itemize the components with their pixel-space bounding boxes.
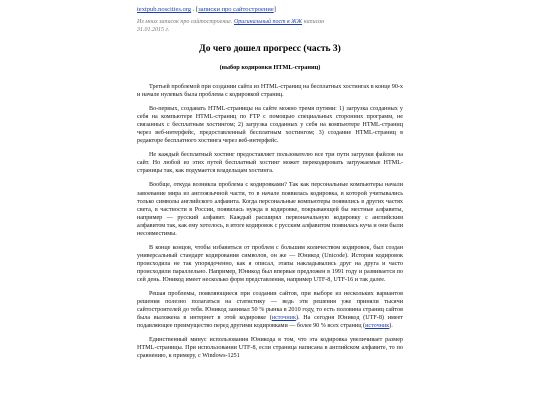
paragraph-6 [137,290,403,330]
paragraph-3: Не каждый бесплатный хостинг предоставляет пользователю все три пути загрузки файлов на сайт. Но любой из этих путей бесплатный хостинг может перекодировать загружаемые HTML-страницы так, как подумается владельцам хостинга. [137,152,403,175]
meta-prefix: Из моих записок про сайтостроение. [137,19,233,25]
paragraph-6-text-c: ). [389,323,393,330]
article-subtitle: (выбор кодировки HTML-страниц) [219,64,321,71]
article-body [137,83,403,366]
nav-close-bracket: ] [273,6,276,13]
paragraph-4: Вообще, откуда возникла проблема с кодировками? Так как персональные компьютеры начали завоевание мира из англоязычной части, то в начале появилась кодировка, в которой учитывались только символы английского алфавита. Когда персональные компьютеры появились в других частях света, в частности в России, появилась нужда в кодировке, покрывающей бы местные алфавиты, например — русский алфавит. Каждый расширял первоначальную кодировку с английским алфавитом так, как ему хотелось, в итоге кодировок с русским алфавитом появилась куча и они были несовместимы. [137,182,403,237]
paragraph-2: Во-первых, создавать HTML-страницы на сайте можно тремя путями: 1) загрузка созданных у себя на компьютере HTML-страниц по FTP с помощью специальных сторонних программ, не связанных с бесплатным хостингом; 2) загрузка созданных у себя на компьютере HTML-страниц через веб-интерфейс, предоставленный бесплатным хостингом; 3) создание HTML-страниц в редакторе бесплатного хостинга через веб-интерфейс. [137,106,403,145]
notes-link[interactable]: записки про сайтостроение [198,6,274,13]
site-link[interactable]: textpub.noscities.org [137,6,192,13]
source-link-2[interactable]: источник [365,323,390,330]
post-meta [137,18,437,34]
paragraph-5: В конце концов, чтобы избавиться от проблем с большим количеством кодировок, был создан универсальный стандарт кодирования символов, он же — Юникод (Unicode). История кодировок происходила не так упорядоченно, как я описал, этапы накладывались друг на друга и часто происходили параллельно. Например, Юникод был впервые предложен в 1991 году и развивается по сей день. Юникод имеет несколько форм представления, например UTF-8, UTF-16 и так далее. [137,244,403,283]
source-link-1[interactable]: источник [271,315,296,322]
paragraph-6-text-b: ). На сегодня Юникод (UTF-8) имеет подавляющее преимущество перед другими кодировками — более 90 % всех страниц ( [137,315,403,330]
paragraph-1: Третьей проблемой при создании сайта из HTML-страниц на бесплатных хостингах в конце 90-х и начале нулевых была проблема с кодировкой страниц. [137,84,404,99]
top-navigation [137,6,276,13]
original-post-link[interactable]: Оригинальный пост в ЖЖ [233,19,303,25]
article-title: До чего дошел прогресс (часть 3) [199,44,341,54]
nav-separator: . [ [191,6,199,13]
paragraph-6-text-a: Решая проблемы, появляющиеся при создании сайтов, при выборе из нескольких вариантов решения полезно полагаться на статистику — ведь эти решения уже приняли тысячи сайтостроителей до тебя. Юникод занимал 50 % рынка в 2010 году, то есть половина страниц сайтов была выложена в интернет в этой кодировке ( [137,291,403,322]
paragraph-7: Единственный минус использования Юникода в том, что эта кодировка увеличивает размер HTML-страницы. При использовании UTF-8, если страница написана в английском алфавите, то по сравнению, к примеру, с Windows-1251 [137,337,403,360]
post-date: 31.01.2015 г. [137,27,170,34]
meta-suffix: написан [303,19,325,25]
